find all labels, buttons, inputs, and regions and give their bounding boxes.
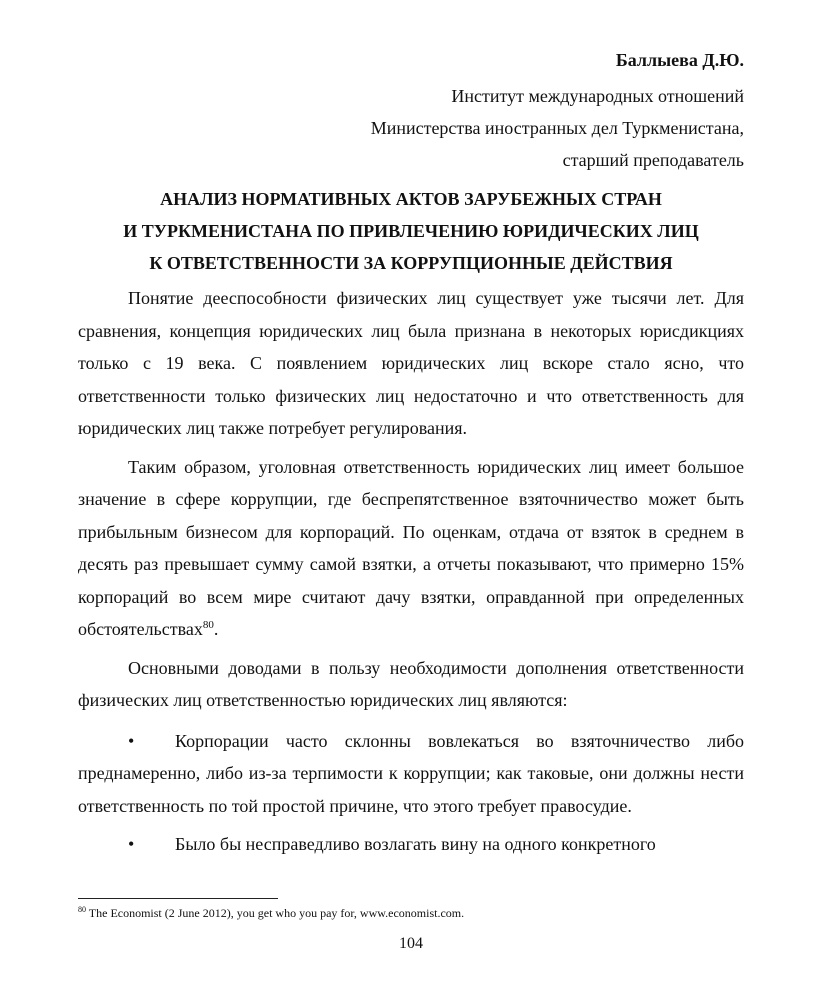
bullet-icon: • <box>128 730 135 751</box>
author-name: Баллыева Д.Ю. <box>615 50 744 70</box>
footnote-text: The Economist (2 June 2012), you get who you pay for, www.economist.com. <box>86 906 465 920</box>
list-item-text: Было бы несправедливо возлагать вину на одного конкретного <box>175 834 656 854</box>
title-line-2: И ТУРКМЕНИСТАНА ПО ПРИВЛЕЧЕНИЮ ЮРИДИЧЕСКИХ ЛИЦ <box>123 221 699 241</box>
affiliation-institute: Институт международных отношений <box>451 86 744 106</box>
page-number: 104 <box>399 935 423 952</box>
author-position: старший преподаватель <box>562 150 744 170</box>
bullet-list <box>78 725 744 861</box>
paragraph-2-end: . <box>213 619 219 639</box>
article-title <box>78 183 744 279</box>
footnote-reference[interactable]: 80 <box>202 619 214 631</box>
paragraph-1: Понятие дееспособности физических лиц существует уже тысячи лет. Для сравнения, концепция юридических лиц была признана в некоторых юрисдикциях только с 19 века. С появлением юридических лиц вскоре стало ясно, что ответственности только физических лиц недостаточно и что ответственность для юридических лиц также потребует регулирования. <box>78 288 744 438</box>
list-item <box>78 725 744 823</box>
list-item-text: Корпорации часто склонны вовлекаться во взяточничество либо преднамеренно, либо из-за терпимости к коррупции; как таковые, они должны нести ответственность по той простой причине, что этого требует правосудие. <box>78 730 744 816</box>
bullet-icon: • <box>128 834 135 854</box>
paragraph-3: Основными доводами в пользу необходимости дополнения ответственности физических лиц ответственностью юридических лиц являются: <box>78 657 744 710</box>
title-line-1: АНАЛИЗ НОРМАТИВНЫХ АКТОВ ЗАРУБЕЖНЫХ СТРАН <box>160 189 662 209</box>
article-body <box>78 282 744 861</box>
paragraph-2-text: Таким образом, уголовная ответственность юридических лиц имеет большое значение в сфере коррупции, где беспрепятственное взяточничество может быть прибыльным бизнесом для корпораций. По оценкам, отдача от взяток в среднем в десять раз превышает сумму самой взятки, а отчеты показывают, что примерно 15% корпораций во всем мире считают дачу взятки, оправданной при определенных обстоятельствах <box>78 456 744 639</box>
footnote-number: 80 <box>78 905 86 914</box>
paragraph-2 <box>78 451 744 646</box>
footnote <box>78 906 464 921</box>
affiliation-ministry: Министерства иностранных дел Туркменистана, <box>370 118 744 138</box>
footnote-separator <box>78 898 278 899</box>
title-line-3: К ОТВЕТСТВЕННОСТИ ЗА КОРРУПЦИОННЫЕ ДЕЙСТВИЯ <box>149 253 673 273</box>
list-item <box>78 828 744 861</box>
